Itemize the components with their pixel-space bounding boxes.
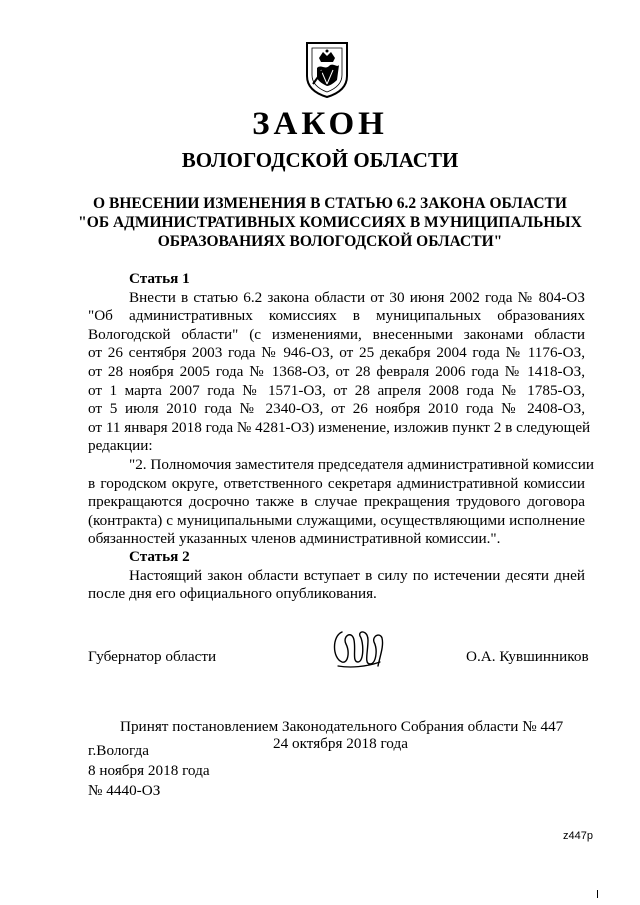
text-line: от 1 марта 2007 года № 1571-ОЗ, от 28 апреля 2008 года № 1785-ОЗ, bbox=[88, 381, 585, 399]
signing-date: 8 ноября 2018 года bbox=[88, 762, 210, 779]
text-line: в городском округе, ответственного секретаря административной комиссии bbox=[88, 474, 585, 492]
text-line: Вологодской области" (с изменениями, внесенными законами области bbox=[88, 325, 585, 343]
handwritten-signature bbox=[330, 622, 386, 672]
text-line: от 26 сентября 2003 года № 946-ОЗ, от 25 декабря 2004 года № 1176-ОЗ, bbox=[88, 344, 585, 362]
text-line: прекращаются досрочно также в случае прекращения трудового договора bbox=[88, 493, 585, 511]
text-line: от 5 июля 2010 года № 2340-ОЗ, от 26 ноября 2010 года № 2408-ОЗ, bbox=[88, 400, 585, 418]
article-2-title: Статья 2 bbox=[129, 548, 190, 565]
article-1-paragraph-2 bbox=[88, 455, 595, 549]
text-line: от 11 января 2018 года № 4281-ОЗ) изменение, изложив пункт 2 в следующей bbox=[88, 418, 591, 436]
document-code: z447p bbox=[563, 830, 593, 842]
adoption-date: 24 октября 2018 года bbox=[273, 735, 408, 752]
article-2-paragraph bbox=[88, 567, 585, 604]
text-line: "2. Полномочия заместителя председателя административной комиссии bbox=[129, 455, 595, 473]
article-1 bbox=[88, 270, 595, 549]
heading-line: "ОБ АДМИНИСТРАТИВНЫХ КОМИССИЯХ В МУНИЦИПАЛЬНЫХ bbox=[78, 214, 582, 231]
text-line: обязанностей указанных членов административной комиссии.". bbox=[88, 530, 501, 548]
law-number: № 4440-ОЗ bbox=[88, 782, 161, 799]
heading-line: О ВНЕСЕНИИ ИЗМЕНЕНИЯ В СТАТЬЮ 6.2 ЗАКОНА ОБЛАСТИ bbox=[93, 195, 567, 212]
article-1-paragraph-1 bbox=[88, 288, 591, 456]
article-2 bbox=[88, 548, 585, 604]
heading-line: ОБРАЗОВАНИЯХ ВОЛОГОДСКОЙ ОБЛАСТИ" bbox=[157, 233, 503, 250]
law-heading bbox=[60, 194, 600, 251]
signing-place: г.Вологда bbox=[88, 742, 149, 759]
text-line: редакции: bbox=[88, 437, 153, 455]
text-line: (контракта) с муниципальными служащими, осуществляющими исполнение bbox=[88, 511, 585, 529]
text-line: после дня его официального опубликования. bbox=[88, 585, 377, 603]
page-mark bbox=[597, 890, 598, 898]
coat-of-arms-emblem bbox=[303, 40, 351, 98]
signing-details bbox=[88, 741, 210, 801]
text-line: от 28 ноября 2005 года № 1368-ОЗ, от 28 февраля 2006 года № 1418-ОЗ, bbox=[88, 362, 585, 380]
text-line: Внести в статью 6.2 закона области от 30 июня 2002 года № 804-ОЗ bbox=[129, 288, 585, 306]
text-line: Настоящий закон области вступает в силу по истечении десяти дней bbox=[129, 566, 585, 584]
document-subtitle: ВОЛОГОДСКОЙ ОБЛАСТИ bbox=[181, 148, 459, 172]
signatory-name: О.А. Кувшинников bbox=[466, 648, 589, 665]
signatory-title: Губернатор области bbox=[88, 648, 217, 665]
article-1-title: Статья 1 bbox=[129, 270, 190, 287]
text-line: "Об административных комиссиях в муниципальных образованиях bbox=[88, 307, 585, 325]
document-title: ЗАКОН bbox=[252, 106, 388, 142]
adoption-note: Принят постановлением Законодательного Собрания области № 447 bbox=[120, 718, 564, 735]
